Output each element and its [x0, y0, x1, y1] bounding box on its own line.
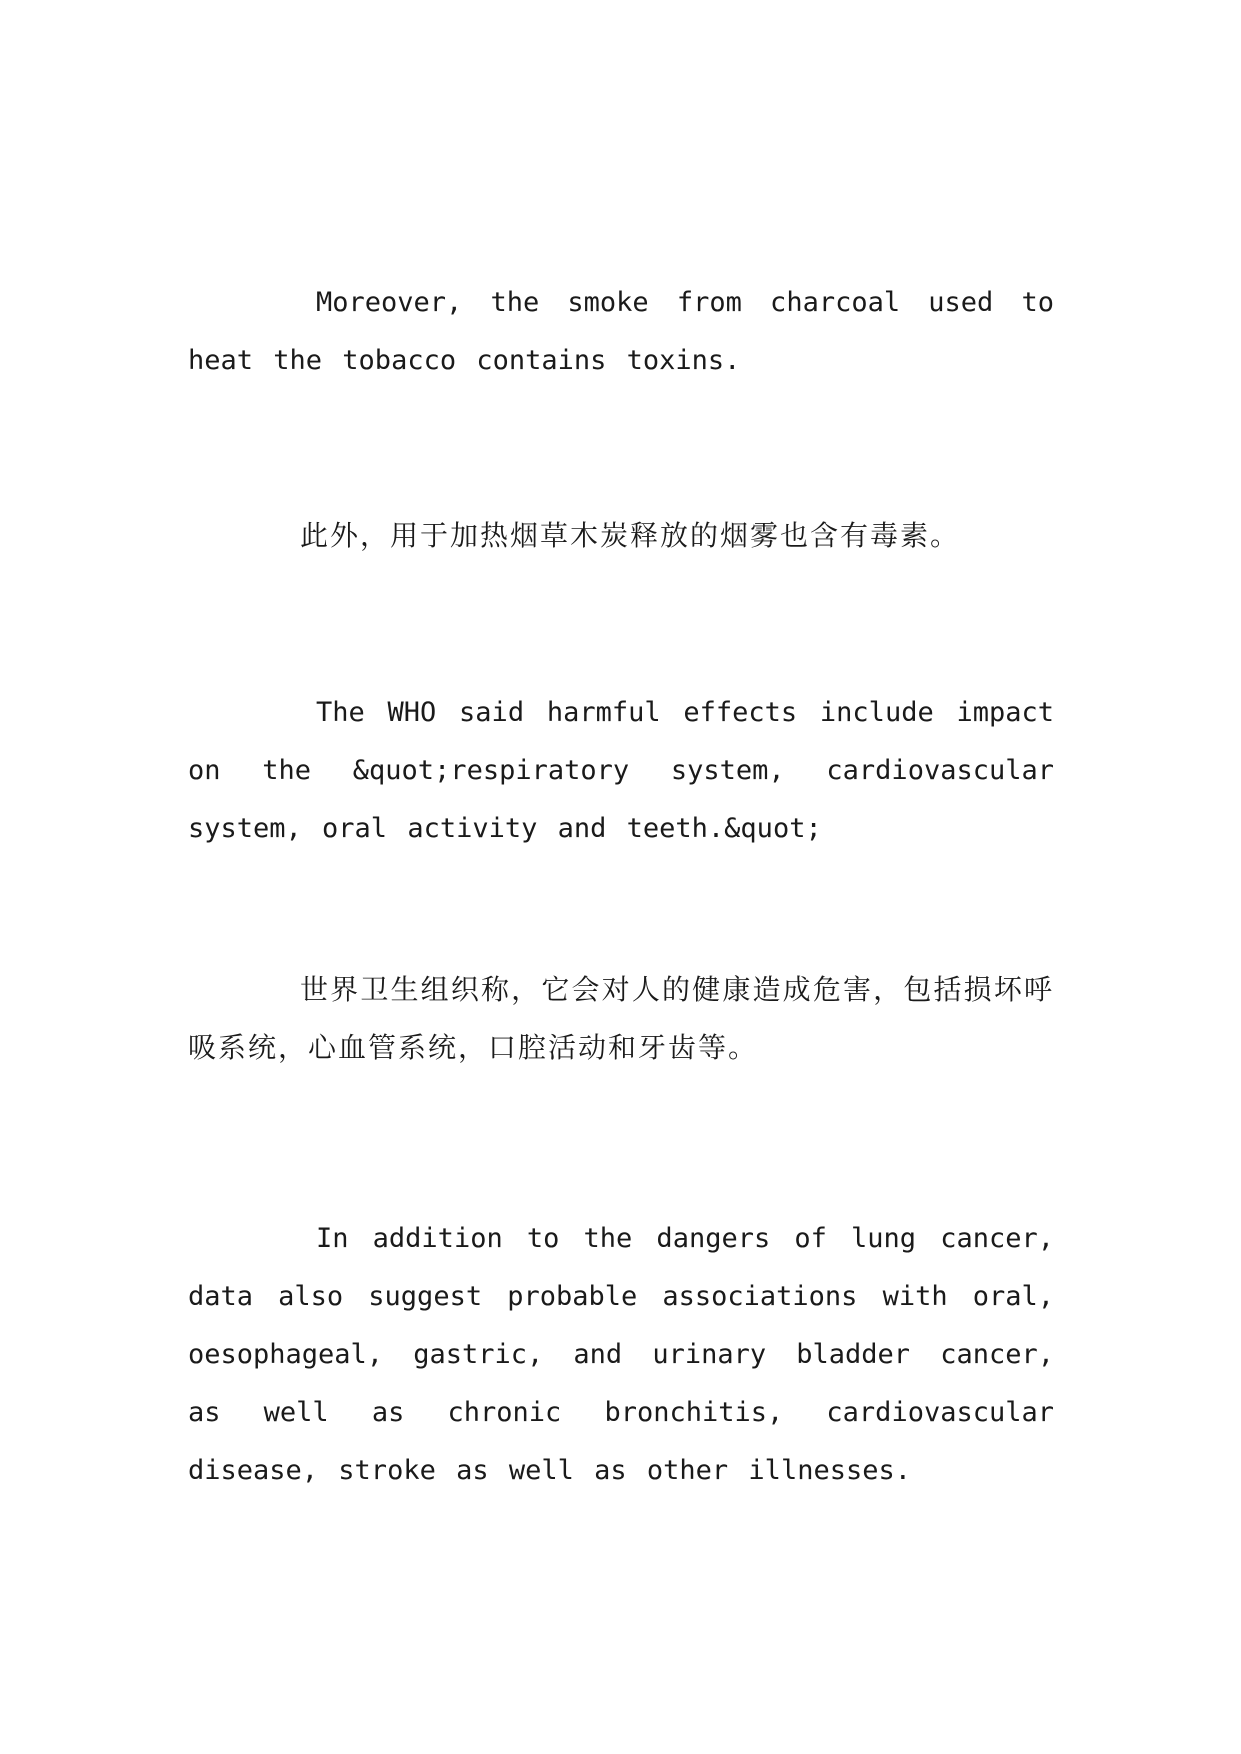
paragraph-english-2: The WHO said harmful effects include impact on the &quot;respiratory system, cardiovascular system, oral activity and teeth.&quot;	[188, 697, 1054, 844]
paragraph-chinese-1: 此外，用于加热烟草木炭释放的烟雾也含有毒素。	[300, 519, 961, 552]
paragraph-english-3: In addition to the dangers of lung cancer, data also suggest probable associations with oral, oesophageal, gastric, and urinary bladder cancer, as well as chronic bronchitis, cardiovascular disease, stroke as well as other illnesses.	[188, 1223, 1054, 1486]
paragraph-chinese-2: 世界卫生组织称，它会对人的健康造成危害，包括损坏呼吸系统，心血管系统，口腔活动和牙齿等。	[188, 973, 1054, 1064]
paragraph-english-1: Moreover, the smoke from charcoal used to heat the tobacco contains toxins.	[188, 287, 1054, 376]
